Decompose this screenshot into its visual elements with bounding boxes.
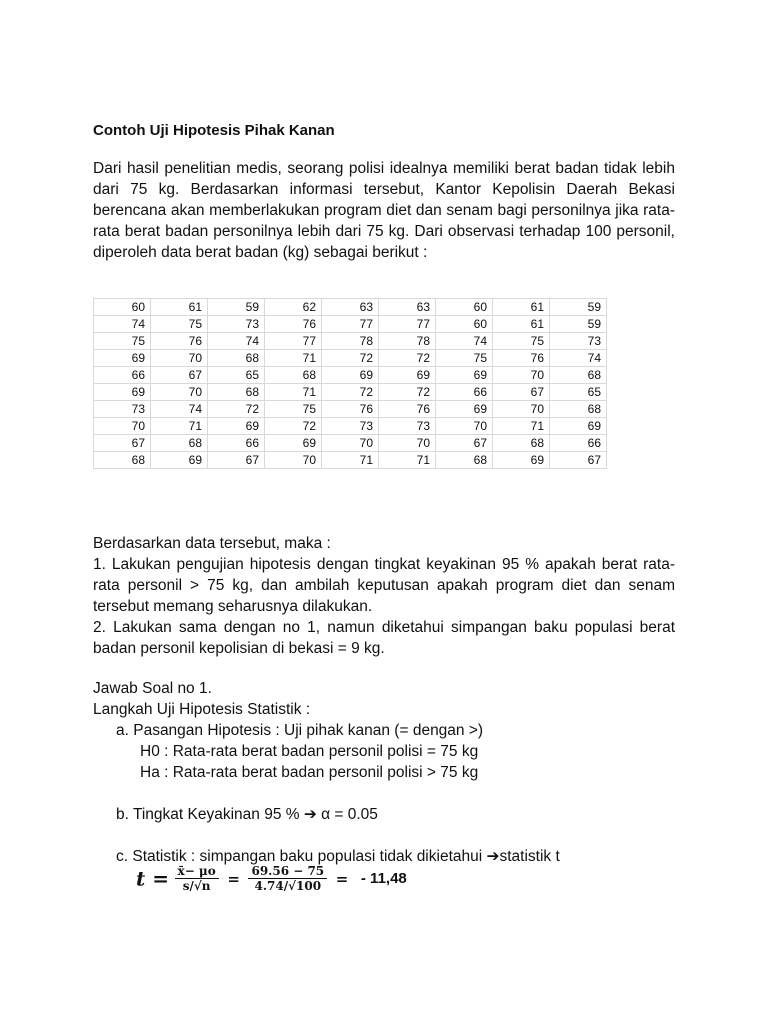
formula-lhs: t =	[136, 866, 169, 891]
table-cell: 76	[322, 401, 379, 418]
table-cell: 69	[550, 418, 607, 435]
table-cell: 73	[550, 333, 607, 350]
questions-section	[93, 533, 675, 659]
table-cell: 75	[151, 316, 208, 333]
table-cell: 69	[94, 350, 151, 367]
table-row	[94, 299, 607, 316]
table-cell: 74	[208, 333, 265, 350]
table-cell: 67	[550, 452, 607, 469]
step-b: b. Tingkat Keyakinan 95 % ➔ α = 0.05	[116, 806, 378, 823]
table-cell: 74	[151, 401, 208, 418]
table-cell: 68	[436, 452, 493, 469]
question-2: 2. Lakukan sama dengan no 1, namun diketahui simpangan baku populasi berat badan personil kepolisian di bekasi = 9 kg.	[93, 619, 675, 657]
table-cell: 61	[493, 316, 550, 333]
table-cell: 69	[322, 367, 379, 384]
table-cell: 68	[94, 452, 151, 469]
table-cell: 77	[379, 316, 436, 333]
table-cell: 69	[151, 452, 208, 469]
table-cell: 75	[94, 333, 151, 350]
table-cell: 59	[550, 299, 607, 316]
table-cell: 70	[379, 435, 436, 452]
table-cell: 60	[436, 316, 493, 333]
table-cell: 69	[265, 435, 322, 452]
answer-section	[93, 678, 675, 867]
table-row	[94, 333, 607, 350]
table-cell: 65	[550, 384, 607, 401]
table-cell: 66	[94, 367, 151, 384]
table-cell: 72	[265, 418, 322, 435]
table-row	[94, 401, 607, 418]
table-cell: 70	[265, 452, 322, 469]
table-cell: 75	[493, 333, 550, 350]
table-cell: 76	[493, 350, 550, 367]
table-row	[94, 435, 607, 452]
hypothesis-ha: Ha : Rata-rata berat badan personil polisi > 75 kg	[140, 764, 479, 781]
formula-fraction-symbolic: $\frac{x̄- \mu o}{s/√n}$	[175, 864, 219, 893]
table-cell: 75	[265, 401, 322, 418]
table-cell: 61	[151, 299, 208, 316]
table-cell: 67	[151, 367, 208, 384]
table-cell: 77	[265, 333, 322, 350]
table-cell: 67	[493, 384, 550, 401]
table-cell: 70	[94, 418, 151, 435]
table-cell: 73	[379, 418, 436, 435]
table-cell: 60	[436, 299, 493, 316]
formula-fraction-numeric: $\frac{69.56 - 75}{4.74/√100}$	[248, 864, 327, 893]
table-cell: 69	[436, 401, 493, 418]
table-row	[94, 367, 607, 384]
table-row	[94, 384, 607, 401]
table-cell: 69	[208, 418, 265, 435]
table-cell: 73	[208, 316, 265, 333]
table-cell: 72	[379, 350, 436, 367]
table-cell: 61	[493, 299, 550, 316]
question-1: 1. Lakukan pengujian hipotesis dengan tingkat keyakinan 95 % apakah berat rata-rata personil > 75 kg, dan ambilah keputusan apakah program diet dan senam tersebut memang seharusnya dilakukan.	[93, 556, 675, 615]
table-cell: 70	[436, 418, 493, 435]
table-cell: 70	[322, 435, 379, 452]
table-cell: 65	[208, 367, 265, 384]
table-cell: 76	[151, 333, 208, 350]
table-cell: 60	[94, 299, 151, 316]
table-cell: 75	[436, 350, 493, 367]
table-cell: 71	[265, 384, 322, 401]
table-row	[94, 452, 607, 469]
table-cell: 71	[322, 452, 379, 469]
table-cell: 69	[94, 384, 151, 401]
table-cell: 71	[151, 418, 208, 435]
table-cell: 68	[151, 435, 208, 452]
table-cell: 76	[265, 316, 322, 333]
table-cell: 63	[379, 299, 436, 316]
table-cell: 74	[550, 350, 607, 367]
formula-result: - 11,48	[360, 870, 407, 887]
table-cell: 66	[208, 435, 265, 452]
table-cell: 70	[493, 401, 550, 418]
table-cell: 67	[94, 435, 151, 452]
table-cell: 68	[208, 350, 265, 367]
table-cell: 68	[265, 367, 322, 384]
weight-data-table	[93, 298, 607, 469]
table-cell: 77	[322, 316, 379, 333]
table-cell: 59	[208, 299, 265, 316]
table-cell: 78	[322, 333, 379, 350]
table-cell: 63	[322, 299, 379, 316]
table-cell: 72	[379, 384, 436, 401]
table-cell: 66	[550, 435, 607, 452]
hypothesis-h0: H0 : Rata-rata berat badan personil polisi = 75 kg	[140, 743, 479, 760]
table-cell: 72	[208, 401, 265, 418]
table-cell: 70	[493, 367, 550, 384]
table-row	[94, 418, 607, 435]
table-cell: 78	[379, 333, 436, 350]
table-cell: 74	[436, 333, 493, 350]
table-cell: 67	[436, 435, 493, 452]
step-c: c. Statistik : simpangan baku populasi tidak dikietahui ➔statistik t	[116, 848, 560, 865]
table-cell: 69	[436, 367, 493, 384]
table-cell: 76	[379, 401, 436, 418]
table-cell: 73	[94, 401, 151, 418]
table-cell: 71	[265, 350, 322, 367]
questions-lead: Berdasarkan data tersebut, maka :	[93, 535, 331, 552]
table-cell: 71	[379, 452, 436, 469]
table-cell: 70	[151, 350, 208, 367]
table-cell: 68	[550, 401, 607, 418]
table-cell: 73	[322, 418, 379, 435]
table-cell: 68	[550, 367, 607, 384]
table-cell: 71	[493, 418, 550, 435]
table-cell: 66	[436, 384, 493, 401]
intro-paragraph: Dari hasil penelitian medis, seorang polisi idealnya memiliki berat badan tidak lebih dari 75 kg. Berdasarkan informasi tersebut, Kantor Kepolisin Daerah Bekasi berencana akan memberlakukan program diet dan senam bagi personilnya jika rata-rata berat badan personilnya lebih dari 75 kg. Dari observasi terhadap 100 personil, diperoleh data berat badan (kg) sebagai berikut :	[93, 160, 675, 261]
table-cell: 68	[208, 384, 265, 401]
step-a: a. Pasangan Hipotesis : Uji pihak kanan (= dengan >)	[116, 722, 484, 739]
steps-title: Langkah Uji Hipotesis Statistik :	[93, 701, 311, 718]
table-row	[94, 316, 607, 333]
answer-heading: Jawab Soal no 1.	[93, 680, 212, 697]
table-cell: 69	[493, 452, 550, 469]
table-cell: 69	[379, 367, 436, 384]
table-cell: 72	[322, 350, 379, 367]
t-statistic-formula: t = $\frac{x̄- \mu o}{s/√n}$ = $\frac{69.56 - 75}{4.74/√100}$ = - 11,48	[136, 864, 407, 893]
table-cell: 70	[151, 384, 208, 401]
table-row	[94, 350, 607, 367]
document-title: Contoh Uji Hipotesis Pihak Kanan	[93, 122, 335, 139]
table-cell: 72	[322, 384, 379, 401]
table-cell: 62	[265, 299, 322, 316]
table-cell: 67	[208, 452, 265, 469]
table-cell: 59	[550, 316, 607, 333]
table-cell: 68	[493, 435, 550, 452]
table-cell: 74	[94, 316, 151, 333]
